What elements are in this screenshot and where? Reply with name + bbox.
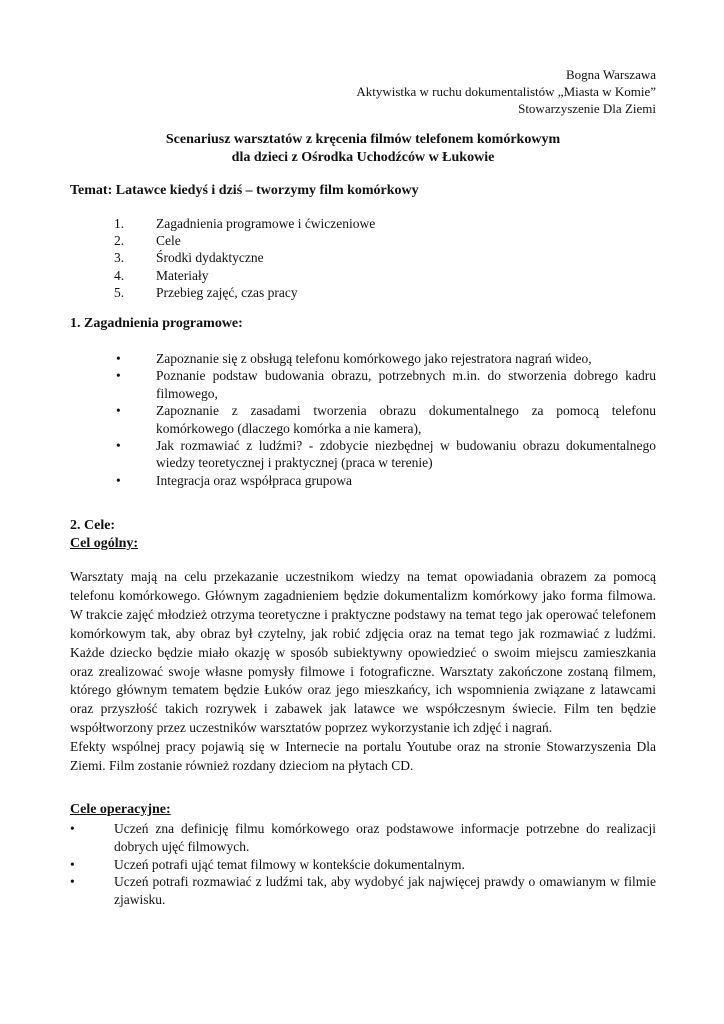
bullet-glyph: • bbox=[116, 368, 121, 384]
outline-number: 5. bbox=[114, 284, 125, 300]
paragraph: Efekty wspólnej pracy pojawią się w Internecie na portalu Youtube oraz na stronie Stowarzyszenia Dla Ziemi. Film zostanie również rozdany dzieciom na płytach CD. bbox=[70, 739, 656, 774]
outline-text: Materiały bbox=[156, 267, 209, 283]
list-item-text: Zapoznanie się z obsługą telefonu komórkowego jako rejestratora nagrań wideo, bbox=[156, 351, 592, 366]
list-item-text: Uczeń potrafi ująć temat filmowy w kontekście dokumentalnym. bbox=[114, 856, 465, 872]
operational-goals-heading: Cele operacyjne: bbox=[70, 802, 171, 817]
outline-number: 1. bbox=[114, 216, 125, 231]
list-item bbox=[70, 856, 656, 874]
general-goal-subheading: Cel ogólny: bbox=[70, 536, 139, 551]
bullet-glyph: • bbox=[70, 856, 75, 872]
outline-text: Cele bbox=[156, 233, 181, 249]
list-item bbox=[70, 820, 656, 856]
list-item-text: Jak rozmawiać z ludźmi? - zdobycie niezbędnej w budowaniu obrazu dokumentalnego wiedzy teoretycznej i praktycznej (praca w terenie) bbox=[156, 438, 656, 471]
bullet-glyph: • bbox=[116, 438, 121, 454]
outline-item bbox=[114, 284, 375, 301]
operational-goals-list bbox=[70, 820, 656, 909]
outline-text: Zagadnienia programowe i ćwiczeniowe bbox=[156, 216, 376, 231]
bullet-glyph: • bbox=[116, 351, 121, 366]
section-1-heading: 1. Zagadnienia programowe: bbox=[70, 316, 243, 331]
outline-number: 2. bbox=[114, 233, 125, 249]
list-item bbox=[70, 367, 656, 402]
title-line-2: dla dzieci z Ośrodka Uchodźców w Łukowie bbox=[231, 150, 495, 165]
outline-item bbox=[114, 267, 375, 284]
outline-item bbox=[114, 232, 375, 249]
list-item bbox=[70, 873, 656, 909]
list-item-text: Poznanie podstaw budowania obrazu, potrzebnych m.in. do stworzenia dobrego kadru filmowego, bbox=[156, 368, 656, 401]
bullet-glyph: • bbox=[70, 874, 75, 890]
bullet-glyph: • bbox=[116, 472, 121, 488]
list-item-text: Uczeń zna definicję filmu komórkowego oraz podstawowe informacje potrzebne do realizacji dobrych ujęć filmowych. bbox=[114, 821, 656, 854]
author-header bbox=[356, 66, 656, 117]
author-name: Bogna Warszawa bbox=[565, 67, 656, 82]
list-item-text: Zapoznanie z zasadami tworzenia obrazu dokumentalnego za pomocą telefonu komórkowego (dlaczego komórka a nie kamera), bbox=[156, 403, 656, 436]
section-2-heading: 2. Cele: bbox=[70, 518, 116, 533]
author-role: Aktywistka w ruchu dokumentalistów „Miasta w Komie” bbox=[356, 84, 656, 99]
outline-list bbox=[114, 215, 375, 301]
list-item bbox=[70, 437, 656, 472]
topic-heading: Temat: Latawce kiedyś i dziś – tworzymy film komórkowy bbox=[70, 183, 419, 198]
outline-number: 3. bbox=[114, 250, 125, 266]
list-item-text: Uczeń potrafi rozmawiać z ludźmi tak, aby wydobyć jak najwięcej prawdy o omawianym w filmie zjawisku. bbox=[114, 874, 656, 908]
outline-text: Przebieg zajęć, czas pracy bbox=[156, 284, 298, 300]
bullet-glyph: • bbox=[116, 403, 121, 419]
author-organization: Stowarzyszenie Dla Ziemi bbox=[518, 101, 656, 116]
section-1-bullet-list bbox=[70, 350, 656, 489]
general-goal-text bbox=[70, 568, 656, 776]
outline-item bbox=[114, 215, 375, 232]
document-title bbox=[70, 131, 656, 167]
outline-text: Środki dydaktyczne bbox=[156, 250, 264, 266]
list-item bbox=[70, 402, 656, 437]
list-item-text: Integracja oraz współpraca grupowa bbox=[156, 472, 353, 488]
outline-number: 4. bbox=[114, 267, 125, 283]
outline-item bbox=[114, 249, 375, 266]
list-item bbox=[70, 350, 656, 367]
paragraph: Warsztaty mają na celu przekazanie uczestnikom wiedzy na temat opowiadania obrazem za pomocą telefonu komórkowego. Głównym zagadnieniem będzie dokumentalizm komórkowy jako forma filmowa. W trakcie zajęć młodzież otrzyma teoretyczne i praktyczne podstawy na temat tego jak operować telefonem komórkowym tak, aby obraz był czytelny, jak robić zdjęcia oraz na temat tego jak rozmawiać z ludźmi. Każde dziecko będzie miało okazję w sposób subiektywny opowiedzieć o swoim miejscu zamieszkania oraz zrealizować swoje własne pomysły filmowe i fotograficzne. Warsztaty zakończone zostaną filmem, którego głównym tematem będzie Łuków oraz jego mieszkańcy, ich wspomnienia związane z latawcami oraz przyszłość takich rozrywek i zabawek jak latawce we współczesnym świecie. Film ten będzie współtworzony przez uczestników warsztatów poprzez wykorzystanie ich zdjęć i nagrań. bbox=[70, 569, 656, 736]
list-item bbox=[70, 472, 656, 489]
section-2-heading-block bbox=[70, 517, 138, 553]
bullet-glyph: • bbox=[70, 821, 75, 836]
title-line-1: Scenariusz warsztatów z kręcenia filmów telefonem komórkowym bbox=[165, 132, 561, 147]
